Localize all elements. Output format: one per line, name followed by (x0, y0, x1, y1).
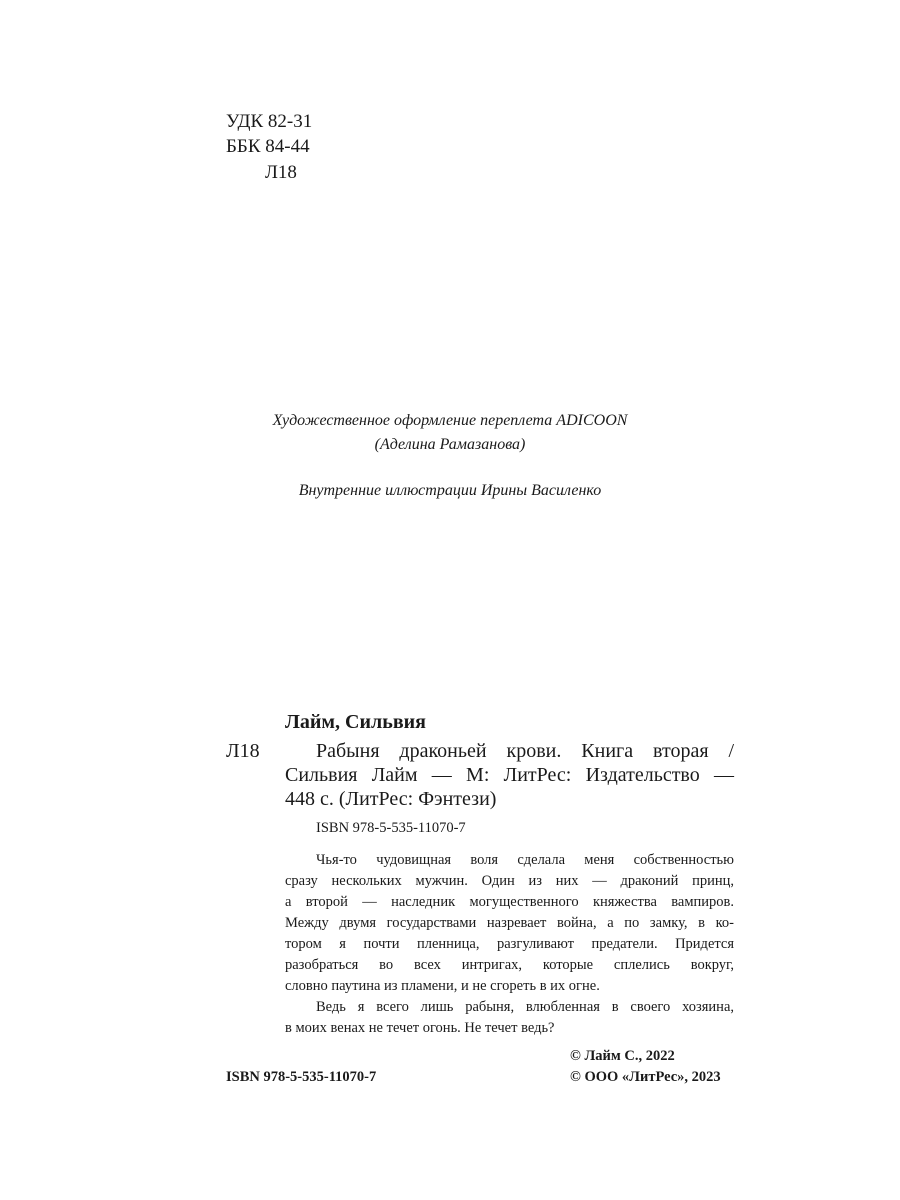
annotation-line: словно паутина из пламени, и не сгореть в их огне. (285, 978, 600, 994)
bib-line: 448 с. (ЛитРес: Фэнтези) (285, 788, 497, 810)
annotation-line: а второй — наследник могущественного княжества вампиров. (285, 894, 734, 910)
bib-author-sign: Л18 (226, 740, 260, 762)
cover-designer-name: (Аделина Рамазанова) (374, 436, 526, 453)
annotation-line: Ведь я всего лишь рабыня, влюбленная в своего хозяина, (316, 999, 734, 1015)
annotation-line: Чья-то чудовищная воля сделала меня собственностью (316, 852, 734, 868)
footer-isbn: ISBN 978-5-535-11070-7 (226, 1069, 377, 1085)
bib-line: Сильвия Лайм — М: ЛитРес: Издательство — (285, 764, 734, 786)
udk-code: УДК 82-31 (226, 111, 313, 132)
cover-design-credit: Художественное оформление переплета ADICOON (272, 412, 628, 429)
bbk-code: ББК 84-44 (226, 136, 310, 157)
annotation-line: Между двумя государствами назревает война, а по замку, в ко- (285, 915, 734, 931)
annotation-line: разобраться во всех интригах, которые сплелись вокруг, (285, 957, 734, 973)
annotation-line: сразу нескольких мужчин. Один из них — драконий принц, (285, 873, 734, 889)
annotation-line: в моих венах не течет огонь. Не течет ведь? (285, 1020, 555, 1036)
author-sign: Л18 (265, 162, 297, 183)
author-heading: Лайм, Сильвия (285, 711, 426, 733)
bib-line: Рабыня драконьей крови. Книга вторая / (316, 740, 734, 762)
illustrations-credit: Внутренние иллюстрации Ирины Василенко (298, 482, 602, 499)
copyright-publisher: © ООО «ЛитРес», 2023 (570, 1069, 721, 1085)
bib-isbn: ISBN 978-5-535-11070-7 (316, 820, 466, 836)
annotation-line: тором я почти пленница, разгуливают предатели. Придется (285, 936, 734, 952)
copyright-author: © Лайм С., 2022 (570, 1048, 675, 1064)
